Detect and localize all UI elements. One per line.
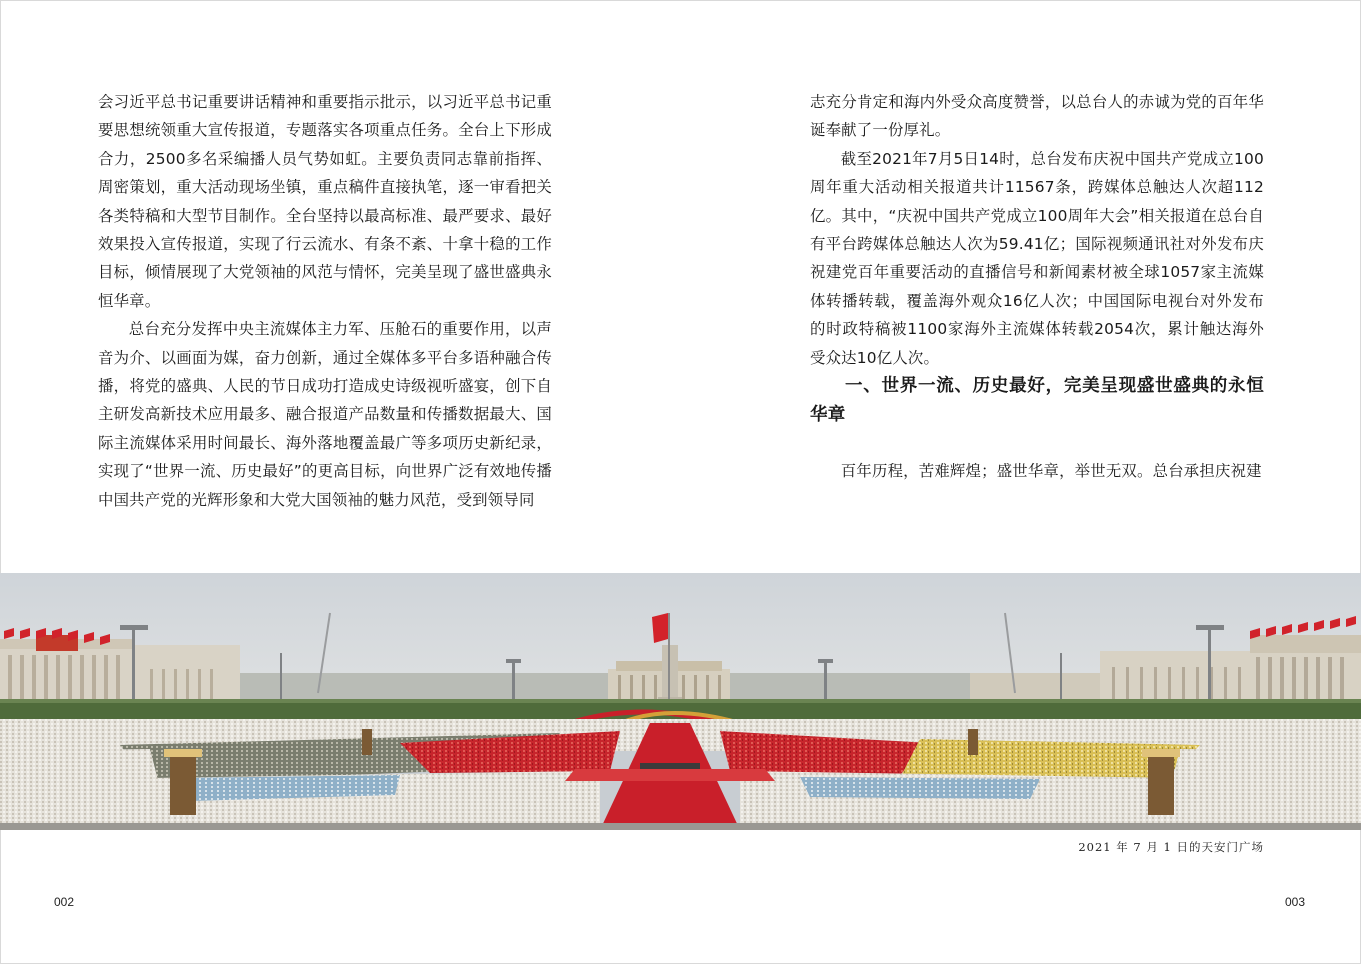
- left-building: [0, 635, 240, 703]
- national-flag: [652, 613, 668, 643]
- left-paragraph-1: 会习近平总书记重要讲话精神和重要指示批示，以习近平总书记重要思想统领重大宣传报道，专题落实各项重点任务。全台上下形成合力，2500多名采编播人员气势如虹。主要负责同志靠前指挥、周密策划，重大活动现场坐镇，重点稿件直接执笔，逐一审看把关各类特稿和大型节目制作。全台坚持以最高标准、最严要求、最好效果投入宣传报道，实现了行云流水、有条不紊、十拿十稳的工作目标，倾情展现了大党领袖的风范与情怀，完美呈现了盛世盛典永恒华章。: [98, 93, 552, 310]
- flag-pole: [668, 613, 670, 705]
- crowd-right-front: [1160, 749, 1361, 830]
- right-paragraph-2: 截至2021年7月5日14时，总台发布庆祝中国共产党成立100周年重大活动相关报道共计11567条，跨媒体总触达人次超112亿。其中，“庆祝中国共产党成立100周年大会”相关报道在总台自有平台跨媒体总触达人次为59.41亿；国际视频通讯社对外发布庆祝建党百年重要活动的直播信号和新闻素材被全球1057家主流媒体转播转载，覆盖海外观众16亿人次；中国国际电视台对外发布的时政特稿被1100家海外主流媒体转载2054次，累计触达海外受众达10亿人次。: [810, 149, 1264, 367]
- page-number-left: 002: [54, 895, 75, 909]
- page-number-right: 003: [1285, 895, 1306, 909]
- crowd-left-front: [0, 749, 170, 830]
- right-paragraph-1: 志充分肯定和海内外受众高度赞誉，以总台人的赤诚为党的百年华诞奉献了一份厚礼。: [810, 93, 1264, 140]
- right-page-text: [810, 88, 1264, 486]
- tiananmen-square-photo: [0, 573, 1361, 830]
- section-heading: 一、世界一流、历史最好，完美呈现盛世盛典的永恒华章: [810, 376, 1264, 425]
- left-page-text: [98, 88, 552, 514]
- left-paragraph-2: 总台充分发挥中央主流媒体主力军、压舱石的重要作用，以声音为介、以画面为媒，奋力创新，通过全媒体多平台多语种融合传播，将党的盛典、人民的节日成功打造成史诗级视听盛宴，创下自主研发高新技术应用最多、融合报道产品数量和传播数据最大、国际主流媒体采用时间最长、海外落地覆盖最广等多项历史新纪录，实现了“世界一流、历史最好”的更高目标，向世界广泛有效地传播中国共产党的光辉形象和大党大国领袖的魅力风范，受到领导同: [98, 320, 552, 509]
- right-paragraph-3: 百年历程，苦难辉煌；盛世华章，举世无双。总台承担庆祝建: [840, 462, 1262, 481]
- photo-caption: 2021 年 7 月 1 日的天安门广场: [1078, 840, 1264, 854]
